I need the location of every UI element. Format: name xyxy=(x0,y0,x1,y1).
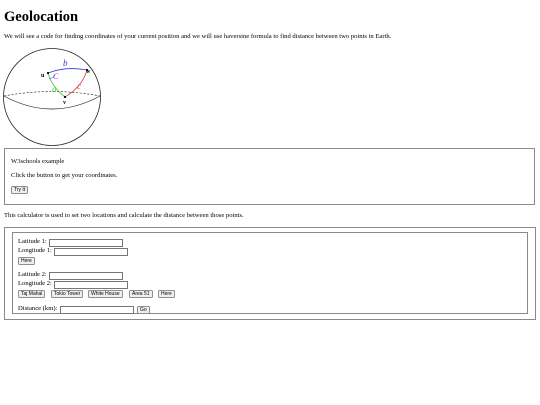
preset-area-51-button[interactable]: Area 51 xyxy=(129,290,153,298)
try-it-button[interactable]: Try It xyxy=(11,186,28,194)
longitude-1-input[interactable] xyxy=(54,248,128,256)
preset-tokio-tower-button[interactable]: Tokio Tower xyxy=(51,290,83,298)
calculator-container xyxy=(4,227,536,320)
label-b: b xyxy=(63,58,68,68)
preset-white-house-button[interactable]: White House xyxy=(88,290,123,298)
page-title: Geolocation xyxy=(4,9,79,25)
vertex-v xyxy=(64,96,66,98)
intro-text: We will see a code for finding coordinates of your current position and we will use haversine formula to find distance between two points in Earth. xyxy=(4,33,392,40)
distance-label: Distance (km): xyxy=(18,305,58,312)
label-u: u xyxy=(41,73,45,79)
preset-here-button[interactable]: Here xyxy=(158,290,175,298)
calculator-description: This calculator is used to set two locations and calculate the distance between those points. xyxy=(4,212,244,219)
example-label: W3schools example xyxy=(11,158,65,165)
example-instruction: Click the button to get your coordinates. xyxy=(11,172,118,179)
latitude-2-input[interactable] xyxy=(49,272,123,280)
label-a: a xyxy=(52,84,57,94)
vertex-u xyxy=(47,72,49,74)
preset-taj-mahal-button[interactable]: Taj Mahal xyxy=(18,290,45,298)
latitude-1-input[interactable] xyxy=(49,239,123,247)
arc-c xyxy=(65,70,87,97)
equator-front xyxy=(4,96,100,109)
latitude-1-label: Latitude 1: xyxy=(18,238,47,245)
label-C: C xyxy=(53,72,59,81)
label-c: c xyxy=(77,81,81,91)
longitude-2-label: Longitude 2: xyxy=(18,280,52,287)
example-box xyxy=(4,148,535,205)
latitude-2-label: Latitude 2: xyxy=(18,271,47,278)
distance-output[interactable] xyxy=(60,306,134,314)
label-w: w xyxy=(86,69,91,75)
here-1-button[interactable]: Here xyxy=(18,257,35,265)
spherical-triangle-diagram xyxy=(2,47,102,147)
sphere-outline xyxy=(4,49,101,146)
calculator-form xyxy=(12,232,528,314)
go-button[interactable]: Go xyxy=(137,306,150,314)
label-v: v xyxy=(63,100,66,106)
longitude-1-label: Longitude 1: xyxy=(18,247,52,254)
longitude-2-input[interactable] xyxy=(54,281,128,289)
